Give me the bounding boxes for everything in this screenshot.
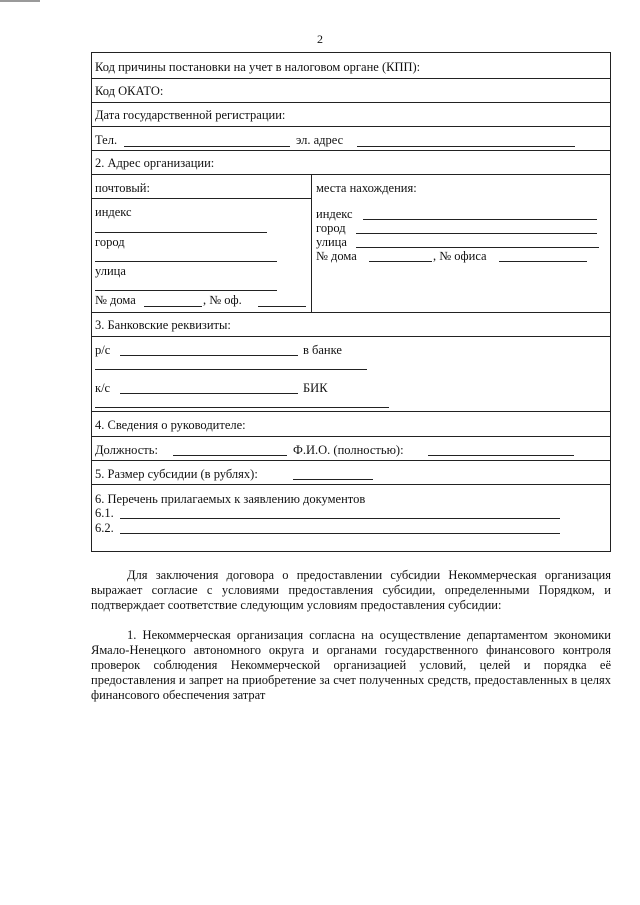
fullname-field-line[interactable] [428,455,574,456]
postal-street-line[interactable] [95,290,277,291]
registration-date-label: Дата государственной регистрации: [95,108,286,122]
position-label: Должность: [95,443,158,457]
location-city-line[interactable] [356,233,597,234]
postal-house-label: № дома [95,293,136,307]
postal-house-line[interactable] [144,306,202,307]
document-1-line[interactable] [120,518,560,519]
kpp-label: Код причины постановки на учет в налоговом органе (КПП): [95,60,421,74]
corr-account-line[interactable] [120,393,298,394]
location-city-label: город [316,221,346,235]
row-divider [92,484,610,485]
location-address-heading: места нахождения: [316,181,417,195]
postal-office-label: , № оф. [203,293,242,307]
subsidy-amount-line[interactable] [293,479,373,480]
documents-heading: 6. Перечень прилагаемых к заявлению документов [95,492,366,506]
fullname-label: Ф.И.О. (полностью): [293,443,404,457]
scan-corner-mark [0,0,40,2]
location-street-line[interactable] [356,247,599,248]
postal-city-line[interactable] [95,261,277,262]
postal-index-label: индекс [95,205,132,219]
row-divider [92,411,610,412]
row-divider [92,336,610,337]
bank-name-line[interactable] [95,369,367,370]
row-divider [92,436,610,437]
condition-1-paragraph: 1. Некоммерческая организация согласна на осуществление департаментом экономики Ямало-Ненецкого автономного округа и органами государственного финансового контроля проверок соблюдения Некоммерческой организацией условий, целей и порядка её предоставления и запрет на приобретение за счет полученных средств, предоставленных в целях финансового обеспечения затрат [91,628,611,702]
subsidy-amount-label: 5. Размер субсидии (в рублях): [95,467,258,481]
conditions-intro-paragraph: Для заключения договора о предоставлении субсидии Некоммерческая организация выражает согласие с условиями предоставления субсидии, определенными Порядком, и подтверждает соответствие следующим условиям предоставления субсидии: [91,568,611,612]
settlement-account-line[interactable] [120,355,298,356]
row-divider [92,102,610,103]
corr-account-label: к/с [95,381,111,395]
postal-street-label: улица [95,264,126,278]
location-index-line[interactable] [363,219,597,220]
row-divider [92,312,610,313]
okato-label: Код ОКАТО: [95,84,164,98]
phone-field-line[interactable] [124,146,290,147]
postal-index-line[interactable] [95,232,267,233]
email-label: эл. адрес [296,133,344,147]
row-divider [92,174,610,175]
row-divider [92,460,610,461]
document-1-label: 6.1. [95,506,114,520]
row-divider [92,78,610,79]
bik-label: БИК [303,381,328,395]
location-office-label: , № офиса [433,249,487,263]
phone-label: Тел. [95,133,118,147]
in-bank-label: в банке [303,343,342,357]
postal-city-label: город [95,235,125,249]
postal-office-line[interactable] [258,306,306,307]
settlement-account-label: р/с [95,343,111,357]
address-column-divider [311,174,312,312]
row-divider [92,126,610,127]
email-field-line[interactable] [357,146,575,147]
bik-line[interactable] [95,407,389,408]
row-divider [92,150,610,151]
location-house-line[interactable] [369,261,432,262]
location-street-label: улица [316,235,347,249]
location-house-label: № дома [316,249,357,263]
document-2-label: 6.2. [95,521,114,535]
location-index-label: индекс [316,207,353,221]
location-office-line[interactable] [499,261,587,262]
page-number: 2 [317,32,323,46]
position-field-line[interactable] [173,455,287,456]
postal-address-heading: почтовый: [95,181,150,195]
head-info-heading: 4. Сведения о руководителе: [95,418,246,432]
document-2-line[interactable] [120,533,560,534]
postal-heading-divider [92,198,311,199]
bank-details-heading: 3. Банковские реквизиты: [95,318,231,332]
application-form-table [91,52,611,552]
address-heading: 2. Адрес организации: [95,156,215,170]
